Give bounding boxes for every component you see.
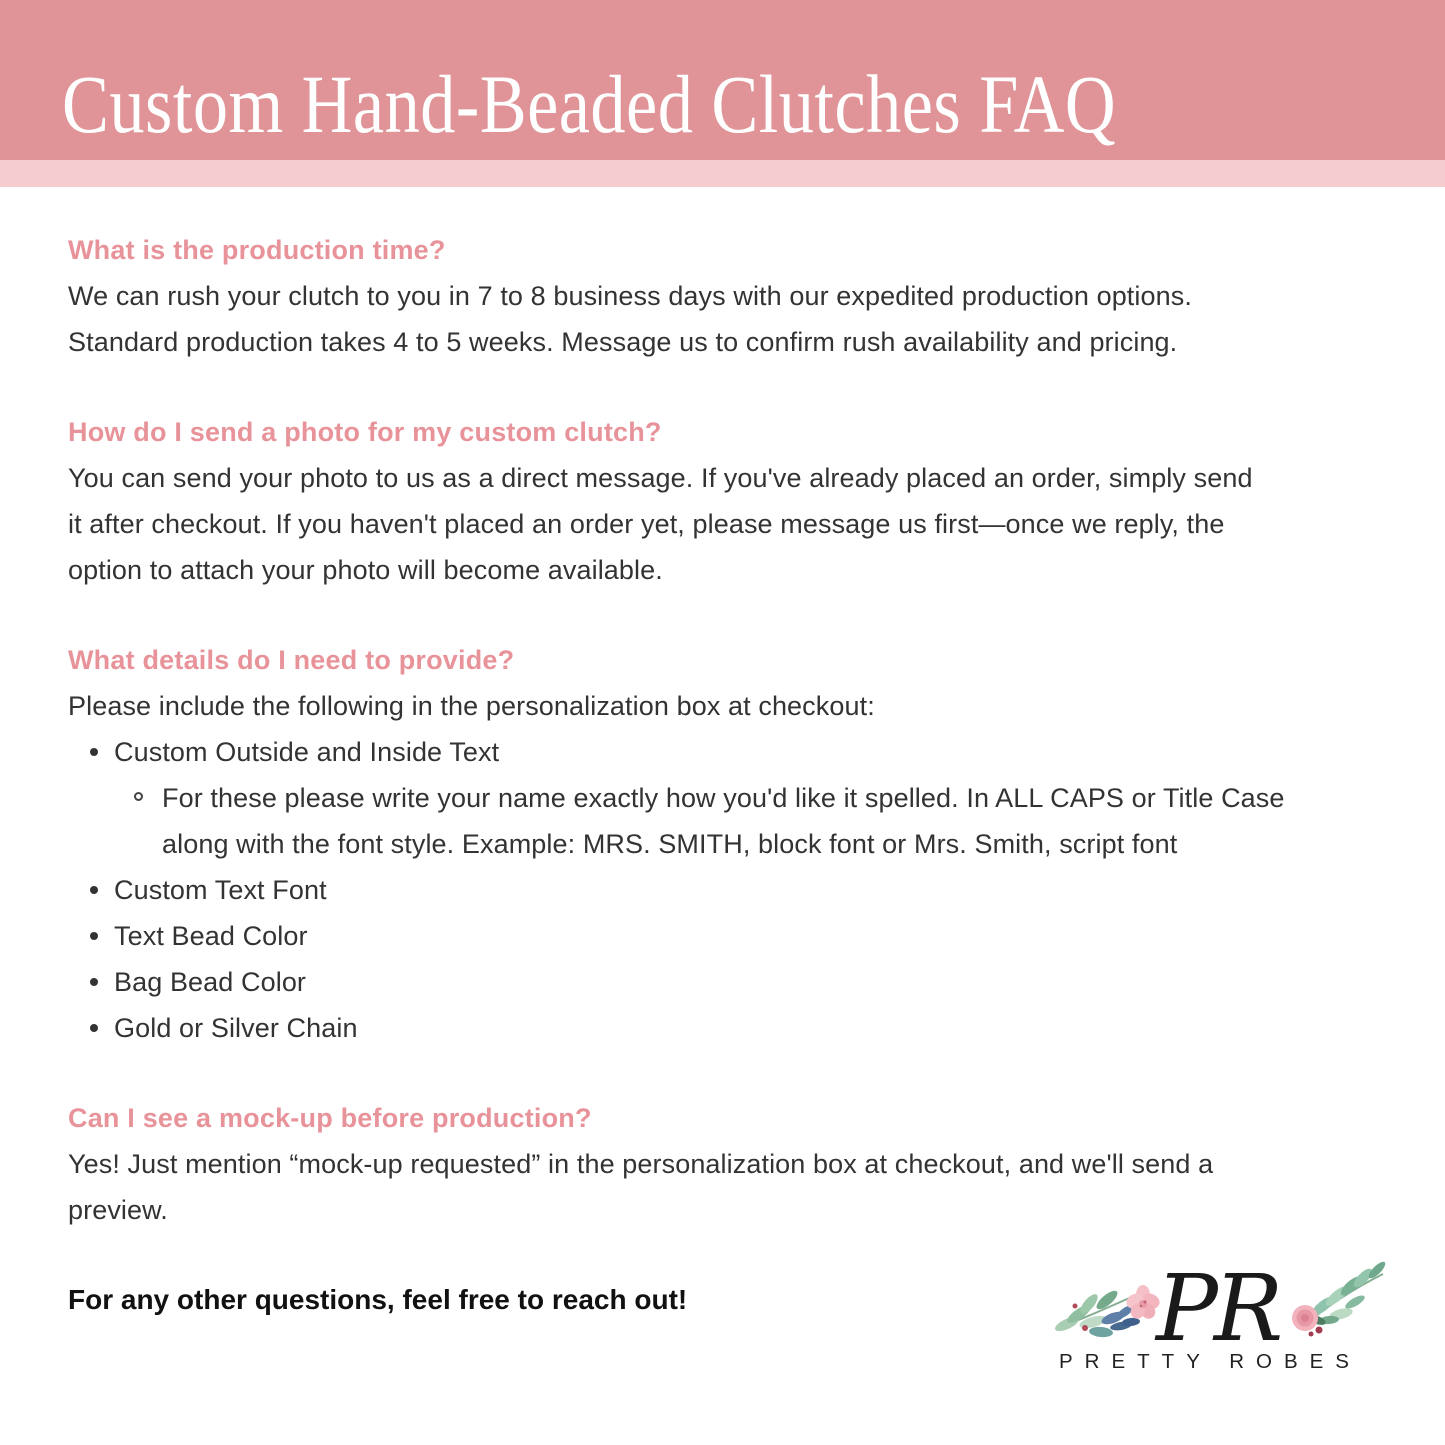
paragraph-line: Please include the following in the personalization box at checkout:: [68, 691, 875, 721]
section-heading: How do I send a photo for my custom clutch?: [68, 417, 662, 447]
paragraph-line: it after checkout. If you haven't placed an order yet, please message us first—once we reply, the: [68, 509, 1225, 539]
logo-monogram: PR: [1156, 1256, 1280, 1362]
faq-section-4: [68, 1095, 1377, 1233]
header-accent-strip: [0, 160, 1445, 187]
faq-sections: [0, 187, 1445, 1233]
right-floral-icon: [1292, 1259, 1388, 1336]
bullet-item: Text Bead Color: [68, 913, 1377, 959]
faq-section-3: [68, 637, 1377, 1051]
sub-bullet-line: along with the font style. Example: MRS. SMITH, block font or Mrs. Smith, script font: [162, 829, 1178, 859]
left-floral-icon: [1053, 1285, 1162, 1338]
header-banner: [0, 0, 1445, 160]
page-title: Custom Hand-Beaded Clutches FAQ: [62, 59, 1117, 152]
bullet-item: Custom Text Font: [68, 867, 1377, 913]
logo-brand-text: PRETTY ROBES: [1059, 1350, 1361, 1373]
section-heading: Can I see a mock-up before production?: [68, 1103, 592, 1133]
paragraph-line: option to attach your photo will become available.: [68, 555, 663, 585]
paragraph-line: Yes! Just mention “mock-up requested” in the personalization box at checkout, and we'll send a: [68, 1149, 1214, 1179]
sub-bullet-line: For these please write your name exactly how you'd like it spelled. In ALL CAPS or Title Case: [68, 775, 1377, 821]
section-heading: What is the production time?: [68, 235, 446, 265]
bullet-item: Custom Outside and Inside Text: [68, 729, 1377, 775]
paragraph-line: Standard production takes 4 to 5 weeks. Message us to confirm rush availability and pricing.: [68, 327, 1178, 357]
faq-section-1: [68, 227, 1377, 365]
bullet-item: Gold or Silver Chain: [68, 1005, 1377, 1051]
paragraph-line: preview.: [68, 1195, 168, 1225]
faq-section-2: [68, 409, 1377, 593]
bullet-item: Bag Bead Color: [68, 959, 1377, 1005]
footer-cta: For any other questions, feel free to reach out!: [68, 1284, 688, 1315]
section-heading: What details do I need to provide?: [68, 645, 515, 675]
paragraph-line: We can rush your clutch to you in 7 to 8 business days with our expedited production options.: [68, 281, 1192, 311]
pretty-robes-logo: [1053, 1256, 1391, 1380]
paragraph-line: You can send your photo to us as a direct message. If you've already placed an order, simply send: [68, 463, 1253, 493]
